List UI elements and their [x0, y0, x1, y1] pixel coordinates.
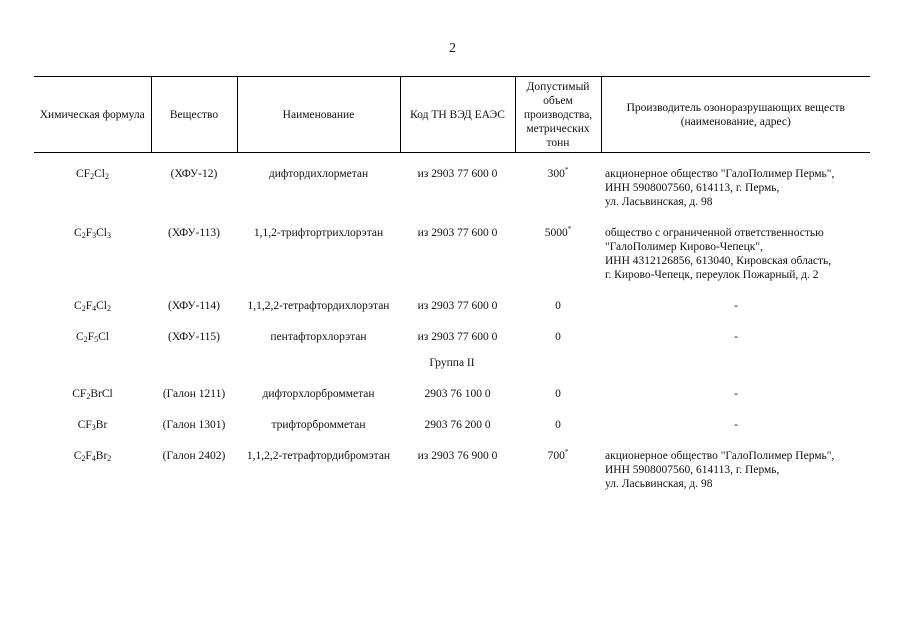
- name-cell: пентафторхлорэтан: [270, 331, 367, 343]
- formula-cell: $C_2F_5Cl$: [76, 331, 109, 344]
- substance-cell: (ХФУ-115): [168, 331, 220, 343]
- producer-cell: -: [734, 419, 738, 431]
- ods-production-table: [34, 76, 870, 491]
- substance-cell: (ХФУ-113): [168, 227, 220, 239]
- code-cell: из 2903 77 600 0: [417, 227, 498, 239]
- volume-cell: 0: [555, 419, 561, 431]
- code-cell: из 2903 77 600 0: [417, 168, 498, 180]
- code-cell: 2903 76 200 0: [424, 419, 491, 431]
- substance-cell: (Галон 2402): [162, 450, 226, 462]
- substance-cell: (ХФУ-114): [168, 300, 220, 312]
- formula-cell: $C_2F_4Br_2$: [73, 450, 112, 463]
- code-cell: 2903 76 100 0: [424, 388, 491, 400]
- name-cell: дифторхлорбромметан: [262, 388, 375, 400]
- table-row: [34, 313, 870, 344]
- header-producer: Производитель озоноразрушающих веществ (наименование, адрес): [601, 77, 870, 153]
- substance-cell: (ХФУ-12): [170, 168, 218, 180]
- group-row: [34, 344, 870, 370]
- name-cell: 1,1,2,2-тетрафтордибромэтан: [246, 450, 391, 462]
- producer-cell: общество с ограниченной ответственностью "ГалоПолимер Кирово-Чепецк", ИНН 4312126856, 613040, Кировская область, г. Кирово-Чепецк, переулок Пожарный, д. 2: [605, 227, 832, 281]
- name-cell: 1,1,2,2-тетрафтордихлорэтан: [247, 300, 390, 312]
- table-row: [34, 153, 870, 210]
- code-cell: из 2903 76 900 0: [417, 450, 498, 462]
- volume-cell: 0: [555, 300, 561, 312]
- table-row: [34, 432, 870, 491]
- formula-cell: $CF_2Cl_2$: [76, 168, 109, 181]
- formula-cell: $CF_2BrCl$: [72, 388, 113, 401]
- producer-cell: акционерное общество "ГалоПолимер Пермь", ИНН 5908007560, 614113, г. Пермь, ул. Ласьвинская, д. 98: [605, 168, 835, 208]
- table-row: [34, 401, 870, 432]
- producer-cell: -: [734, 300, 738, 312]
- code-cell: из 2903 77 600 0: [417, 331, 498, 343]
- header-volume: Допустимый объем производства, метрических тонн: [515, 77, 601, 153]
- producer-cell: -: [734, 331, 738, 343]
- substance-cell: (Галон 1301): [162, 419, 226, 431]
- table-row: [34, 370, 870, 401]
- volume-cell: 5000*: [544, 225, 572, 239]
- code-cell: из 2903 77 600 0: [417, 300, 498, 312]
- formula-cell: $CF_3Br$: [77, 419, 108, 432]
- substance-cell: (Галон 1211): [162, 388, 226, 400]
- volume-cell: 700*: [547, 448, 569, 462]
- producer-cell: -: [734, 388, 738, 400]
- volume-cell: 300*: [547, 166, 569, 180]
- name-cell: дифтордихлорметан: [268, 168, 369, 180]
- volume-cell: 0: [555, 388, 561, 400]
- formula-cell: $C_2F_4Cl_2$: [74, 300, 111, 313]
- header-formula: Химическая формула: [34, 77, 151, 153]
- page-number: 2: [449, 41, 456, 56]
- group-label: Группа II: [429, 357, 475, 369]
- name-cell: 1,1,2-трифтортрихлорэтан: [253, 227, 384, 239]
- header-substance: Вещество: [151, 77, 237, 153]
- header-name: Наименование: [237, 77, 400, 153]
- table-row: [34, 209, 870, 282]
- volume-cell: 0: [555, 331, 561, 343]
- header-code: Код ТН ВЭД ЕАЭС: [400, 77, 515, 153]
- table-row: [34, 282, 870, 313]
- table-header-row: [34, 77, 870, 153]
- formula-cell: $C_2F_3Cl_3$: [74, 227, 111, 240]
- name-cell: трифторбромметан: [271, 419, 366, 431]
- producer-cell: акционерное общество "ГалоПолимер Пермь", ИНН 5908007560, 614113, г. Пермь, ул. Ласьвинская, д. 98: [605, 450, 835, 490]
